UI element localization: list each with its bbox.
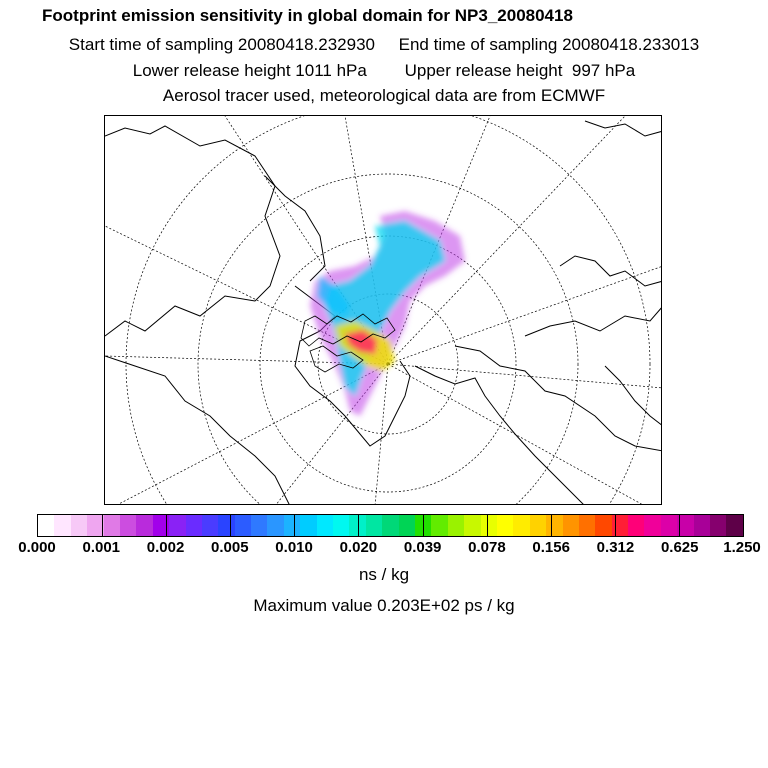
colorbar-tick-label: 0.039 (403, 539, 442, 556)
colorbar-cell (300, 515, 316, 536)
map-title: Footprint emission sensitivity in global domain for NP3_20080418 (42, 6, 573, 25)
colorbar-cell (284, 515, 300, 536)
colorbar-divider (358, 515, 359, 536)
colorbar-cell (136, 515, 152, 536)
colorbar-cell (530, 515, 546, 536)
colorbar-cell (481, 515, 497, 536)
colorbar-cell (399, 515, 415, 536)
tracer-info-line: Aerosol tracer used, meteorological data are from ECMWF (162, 86, 606, 105)
colorbar-cell (497, 515, 513, 536)
colorbar-unit: ns / kg (358, 565, 410, 584)
colorbar-divider (423, 515, 424, 536)
colorbar-cell (546, 515, 562, 536)
colorbar-cell (169, 515, 185, 536)
colorbar-divider (615, 515, 616, 536)
colorbar-cell (644, 515, 660, 536)
colorbar-cell (448, 515, 464, 536)
colorbar-cell (251, 515, 267, 536)
colorbar-tick-label: 1.250 (723, 539, 761, 556)
colorbar-cell (235, 515, 251, 536)
colorbar-cell (726, 515, 742, 536)
colorbar-divider (294, 515, 295, 536)
colorbar-cell (661, 515, 677, 536)
colorbar-cell (579, 515, 595, 536)
polar-map-panel (104, 115, 662, 505)
colorbar-cell (218, 515, 234, 536)
colorbar-tick-label: 0.156 (532, 539, 570, 556)
polar-map (105, 116, 662, 505)
colorbar-divider (487, 515, 488, 536)
colorbar-tick-label: 0.625 (660, 539, 699, 556)
colorbar-cell (317, 515, 333, 536)
colorbar-cell (628, 515, 644, 536)
colorbar-divider (102, 515, 103, 536)
colorbar-cell (104, 515, 120, 536)
colorbar-cell (694, 515, 710, 536)
colorbar-tick-label: 0.312 (596, 539, 635, 556)
colorbar-tick-label: 0.005 (211, 539, 249, 556)
release-height-line: Lower release height 1011 hPa Upper release height 997 hPa (132, 61, 636, 80)
colorbar-divider (679, 515, 680, 536)
colorbar-tick-label: 0.020 (339, 539, 378, 556)
colorbar-cell (513, 515, 529, 536)
colorbar-cell (120, 515, 136, 536)
colorbar-divider (166, 515, 167, 536)
colorbar-cell (71, 515, 87, 536)
colorbar-cell (333, 515, 349, 536)
colorbar-cell (382, 515, 398, 536)
colorbar-cell (366, 515, 382, 536)
colorbar-cell (595, 515, 611, 536)
sampling-time-line: Start time of sampling 20080418.232930 End time of sampling 20080418.233013 (68, 35, 700, 54)
colorbar-divider (230, 515, 231, 536)
colorbar-cell (563, 515, 579, 536)
colorbar (37, 514, 744, 537)
colorbar-tick-label: 0.010 (275, 539, 313, 556)
colorbar-cell (710, 515, 726, 536)
colorbar-cell (54, 515, 70, 536)
colorbar-tick-label: 0.000 (18, 539, 56, 556)
colorbar-tick-label: 0.002 (146, 539, 185, 556)
colorbar-divider (551, 515, 552, 536)
emission-sensitivity-plume (310, 211, 465, 416)
colorbar-cell (202, 515, 218, 536)
colorbar-tick-label: 0.001 (82, 539, 121, 556)
colorbar-tick-label: 0.078 (468, 539, 506, 556)
colorbar-cell (464, 515, 480, 536)
colorbar-cell (267, 515, 283, 536)
colorbar-cell (186, 515, 202, 536)
colorbar-cell (38, 515, 54, 536)
colorbar-cell (431, 515, 447, 536)
maximum-value-label: Maximum value 0.203E+02 ps / kg (253, 596, 515, 615)
